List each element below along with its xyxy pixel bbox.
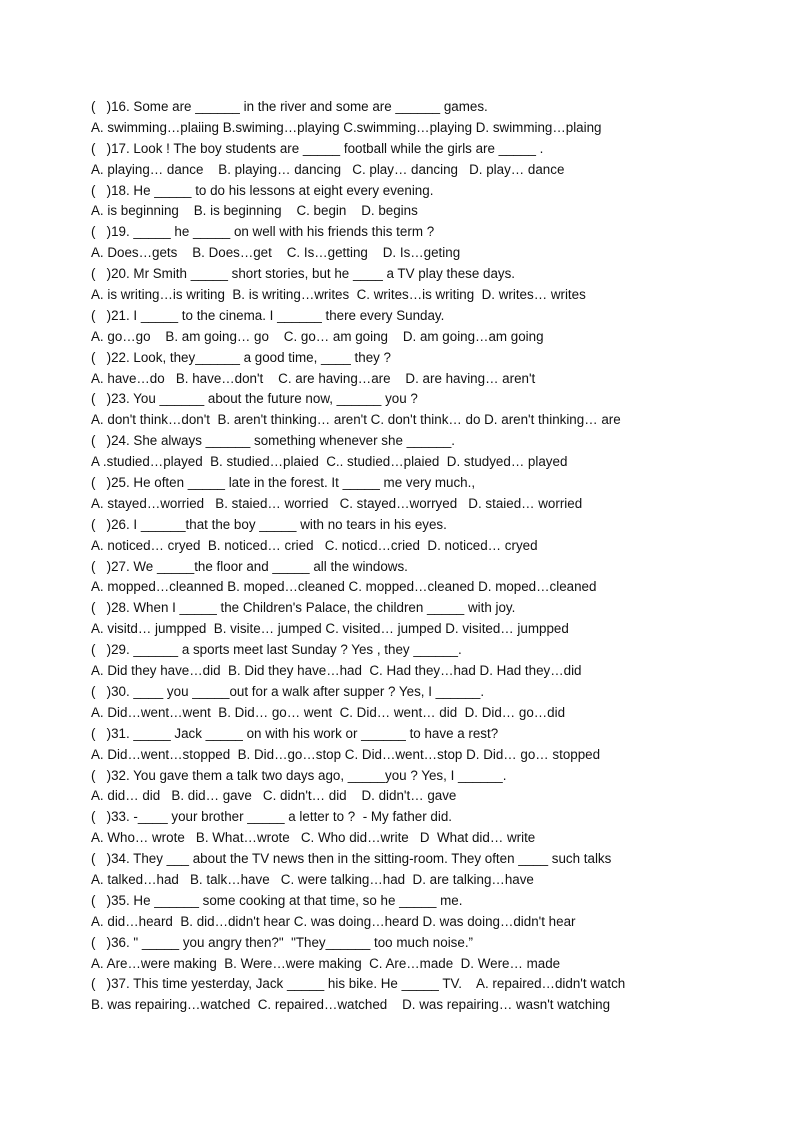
worksheet-page bbox=[91, 97, 771, 1016]
question-16: ( )16. Some are ______ in the river and some are ______ games. bbox=[91, 99, 488, 114]
question-33: ( )33. -____ your brother _____ a letter to ? - My father did. bbox=[91, 809, 452, 825]
question-19: ( )19. _____ he _____ on well with his friends this term ? bbox=[91, 224, 435, 240]
question-36: ( )36. " _____ you angry then?" "They______ too much noise.” bbox=[91, 934, 473, 950]
options-35: A. did…heard B. did…didn't hear C. was doing…heard D. was doing…didn't hear bbox=[91, 913, 576, 929]
question-31: ( )31. _____ Jack _____ on with his work or ______ to have a rest? bbox=[91, 725, 499, 741]
question-17: ( )17. Look ! The boy students are _____ football while the girls are _____ . bbox=[91, 140, 544, 156]
question-37: ( )37. This time yesterday, Jack _____ his bike. He _____ TV. A. repaired…didn't watch bbox=[91, 976, 626, 992]
options-22: A. have…do B. have…don't C. are having…are D. are having… aren't bbox=[91, 370, 536, 386]
options-34: A. talked…had B. talk…have C. were talking…had D. are talking…have bbox=[91, 871, 534, 887]
question-27: ( )27. We _____the floor and _____ all the windows. bbox=[91, 558, 408, 574]
question-21: ( )21. I _____ to the cinema. I ______ there every Sunday. bbox=[91, 307, 445, 323]
question-35: ( )35. He ______ some cooking at that time, so he _____ me. bbox=[91, 892, 463, 908]
options-30: A. Did…went…went B. Did… go… went C. Did… went… did D. Did… go…did bbox=[91, 704, 566, 720]
question-32: ( )32. You gave them a talk two days ago, _____you ? Yes, I ______. bbox=[91, 767, 507, 783]
question-29: ( )29. ______ a sports meet last Sunday ? Yes , they ______. bbox=[91, 642, 462, 658]
question-18: ( )18. He _____ to do his lessons at eight every evening. bbox=[91, 182, 434, 198]
options-29: A. Did they have…did B. Did they have…had C. Had they…had D. Had they…did bbox=[91, 663, 582, 679]
question-22: ( )22. Look, they______ a good time, ____ they ? bbox=[91, 349, 392, 365]
options-19: A. Does…gets B. Does…get C. Is…getting D. Is…geting bbox=[91, 245, 461, 261]
options-28: A. visitd… jumpped B. visite… jumped C. visited… jumped D. visited… jumpped bbox=[91, 621, 569, 637]
options-23: A. don't think…don't B. aren't thinking… aren't C. don't think… do D. aren't thinking… are bbox=[91, 412, 621, 428]
options-32: A. did… did B. did… gave C. didn't… did D. didn't… gave bbox=[91, 788, 457, 804]
options-26: A. noticed… cryed B. noticed… cried C. noticd…cried D. noticed… cryed bbox=[91, 537, 538, 553]
options-27: A. mopped…cleanned B. moped…cleaned C. mopped…cleaned D. moped…cleaned bbox=[91, 579, 597, 595]
question-28: ( )28. When I _____ the Children's Palace, the children _____ with joy. bbox=[91, 600, 516, 616]
options-25: A. stayed…worried B. staied… worried C. stayed…worryed D. staied… worried bbox=[91, 495, 583, 511]
options-37: B. was repairing…watched C. repaired…watched D. was repairing… wasn't watching bbox=[91, 997, 611, 1013]
options-36: A. Are…were making B. Were…were making C. Are…made D. Were… made bbox=[91, 955, 561, 971]
options-33: A. Who… wrote B. What…wrote C. Who did…write D What did… write bbox=[91, 830, 536, 846]
options-21: A. go…go B. am going… go C. go… am going D. am going…am going bbox=[91, 328, 544, 344]
question-30: ( )30. ____ you _____out for a walk after supper ? Yes, I ______. bbox=[91, 683, 485, 699]
question-34: ( )34. They ___ about the TV news then in the sitting-room. They often ____ such talks bbox=[91, 851, 612, 867]
options-16: A. swimming…plaiing B.swiming…playing C.swimming…playing D. swimming…plaing bbox=[91, 119, 602, 135]
question-23: ( )23. You ______ about the future now, ______ you ? bbox=[91, 391, 418, 407]
options-24: A .studied…played B. studied…plaied C.. studied…plaied D. studyed… played bbox=[91, 454, 568, 470]
question-25: ( )25. He often _____ late in the forest. It _____ me very much., bbox=[91, 475, 476, 491]
question-20: ( )20. Mr Smith _____ short stories, but he ____ a TV play these days. bbox=[91, 266, 516, 282]
question-26: ( )26. I ______that the boy _____ with no tears in his eyes. bbox=[91, 516, 447, 532]
options-17: A. playing… dance B. playing… dancing C. play… dancing D. play… dance bbox=[91, 161, 565, 177]
options-31: A. Did…went…stopped B. Did…go…stop C. Did…went…stop D. Did… go… stopped bbox=[91, 746, 601, 762]
question-24: ( )24. She always ______ something whenever she ______. bbox=[91, 433, 456, 449]
options-20: A. is writing…is writing B. is writing…writes C. writes…is writing D. writes… writes bbox=[91, 287, 586, 303]
options-18: A. is beginning B. is beginning C. begin D. begins bbox=[91, 203, 418, 219]
